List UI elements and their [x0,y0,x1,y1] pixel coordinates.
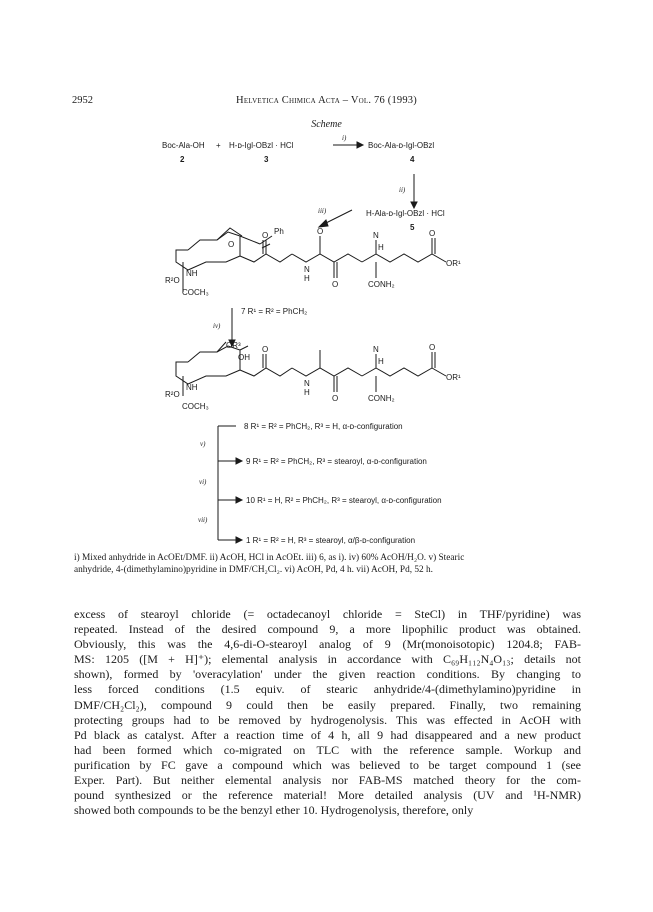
mol-n: N [373,345,379,354]
body-line-13: pound synthesized or the reference material! More detailed analysis (UV and ¹H-NMR) [74,788,581,803]
body-line-2: repeated. Instead of the desired compound 9, a more lipophilic product was obtained. [74,622,581,637]
step-vii-label: vii) [198,516,208,524]
footnote-line-2: anhydride, 4-(dimethylamino)pyridine in DMF/CH₂Cl₂. vi) AcOH, Pd, 4 h. vii) AcOH, Pd, 52 h. [74,564,433,575]
compound-7-label: 7 R¹ = R² = PhCH₂ [241,307,308,316]
mol7-o-top: O [317,227,324,236]
mol-h-lower: H [304,388,310,397]
product-5: H-Ala-ᴅ-Igl-OBzl · HCl [366,209,445,218]
scheme-footnote [74,553,579,576]
mol-oh: OH [238,353,250,362]
mol7-ph: Ph [274,227,284,236]
scheme-title: Scheme [311,119,342,130]
mol-o-carbonyl: O [262,345,269,354]
mol7-o-carbonyl: O [262,231,269,240]
body-line-14: showed both compounds to be the benzyl ether 10. Hydrogenolysis, therefore, only [74,803,474,818]
reactant-h-igl: H-ᴅ-Igl-OBzl · HCl [229,141,294,150]
mol7-n: N [373,231,379,240]
arrowhead-iii [319,220,328,227]
step-vi-label: vi) [199,478,207,486]
mol-r2o: R²O [165,390,180,399]
mol7-o-ring: O [228,240,235,249]
mol7-h-lower: H [304,274,310,283]
body-line-11: purification by FC gave a compound which was believed to be target compound 1 (see [74,757,581,772]
mol7-o-lower: O [332,280,339,289]
mol7-h-top: H [378,243,384,252]
step-iii-label: iii) [318,207,327,215]
compound-9-label: 9 R¹ = R² = PhCH₂, R³ = stearoyl, α-ᴅ-configuration [246,457,427,466]
mol-or1: OR¹ [446,373,461,382]
compound-1-label: 1 R¹ = R² = H, R³ = stearoyl, α/β-ᴅ-configuration [246,536,416,545]
compound-number-5: 5 [410,223,415,232]
step-ii-label: ii) [399,186,406,194]
mol-or3: OR³ [226,341,241,350]
body-line-9: Pd black as catalyst. After a reaction time of 4 h, all 9 had disappeared and a new product [74,727,581,742]
mol7-r2o: R²O [165,276,180,285]
compound-number-3: 3 [264,155,269,164]
arrow-step-iii [324,210,352,224]
step-i-label: i) [342,134,347,142]
mol7-o-ester: O [429,229,436,238]
body-line-10: had been formed which co-migrated on TLC with the reference sample. Workup and [74,742,581,757]
product-4: Boc-Ala-ᴅ-Igl-OBzl [368,141,435,150]
mol-nh: NH [186,383,198,392]
page-number: 2952 [72,95,93,106]
mol-coch3: COCH₃ [182,402,209,411]
reaction-bracket [218,426,242,543]
mol-o-lower: O [332,394,339,403]
compound-number-2: 2 [180,155,185,164]
step-iv-label: iv) [213,322,221,330]
plus-sign: + [216,141,221,150]
arrowhead-ii [411,202,417,208]
mol-conh2: CONH₂ [368,394,395,403]
mol7-or1: OR¹ [446,259,461,268]
body-line-1: excess of stearoyl chloride (= octadecanoyl chloride = SteCl) in THF/pyridine) was [74,607,581,621]
compound-10-label: 10 R¹ = H, R² = PhCH₂, R³ = stearoyl, α-ᴅ-configuration [246,496,442,505]
step-v-label: v) [200,440,206,448]
molecule-generic-skeleton [176,342,446,396]
body-line-7: DMF/CH₂Cl₂), compound 9 could then be easily prepared. Finally, two remaining [74,697,581,712]
body-line-3: Obviously, this was the 4,6-di-O-stearoyl analog of 9 (Mr(monoisotopic) 1204.8; FAB- [74,637,581,652]
running-title: Helvetica Chimica Acta – Vol. 76 (1993) [236,95,417,106]
body-line-6: less forced conditions (1.5 equiv. of stearic anhydride/4-(dimethylamino)pyridine in [74,682,581,697]
mol-h-top: H [378,357,384,366]
molecule-7-skeleton [176,228,446,292]
mol7-nh: NH [186,269,198,278]
mol7-n-lower: N [304,265,310,274]
body-text [74,607,581,818]
reactant-boc-ala: Boc-Ala-OH [162,141,205,150]
mol7-conh2: CONH₂ [368,280,395,289]
footnote-line-1: i) Mixed anhydride in AcOEt/DMF. ii) AcOH, HCl in AcOEt. iii) 6, as i). iv) 60% AcOH/H₂O. v) Stearic [74,553,465,563]
arrowhead-i [357,142,363,148]
mol-o-ester: O [429,343,436,352]
body-line-4: MS: 1205 ([M + H]⁺); elemental analysis in accordance with C₆₉H₁₁₂N₄O₁₃; details not [74,652,581,667]
mol7-coch3: COCH₃ [182,288,209,297]
body-line-8: protecting groups had to be removed by hydrogenolysis. This was effected in AcOH with [74,712,581,727]
body-line-12: Exper. Part). But neither elemental analysis nor FAB-MS matched theory for the com- [74,773,581,788]
compound-number-4: 4 [410,155,415,164]
mol-n-lower: N [304,379,310,388]
compound-8-label: 8 R¹ = R² = PhCH₂, R³ = H, α-ᴅ-configuration [244,422,403,431]
body-line-5: shown), formed by 'overacylation' under the given reaction conditions. By changing to [74,667,581,682]
